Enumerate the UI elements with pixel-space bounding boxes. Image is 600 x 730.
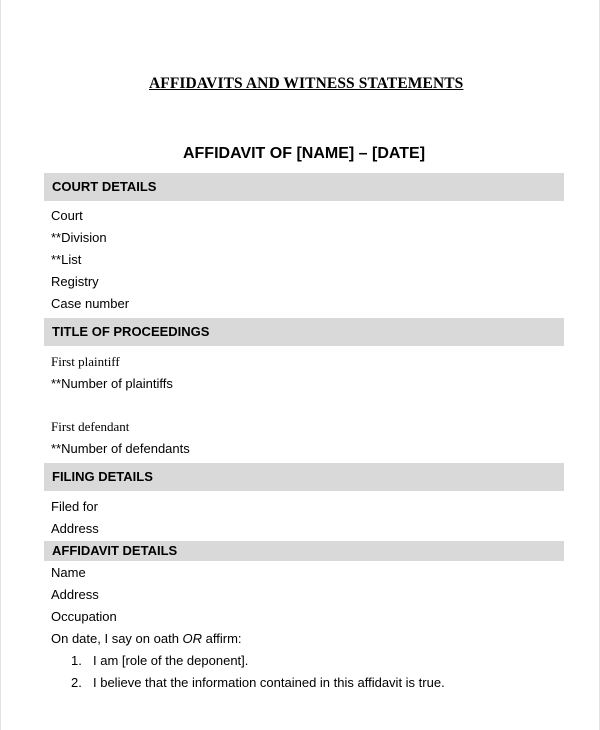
oath-or: OR	[182, 631, 203, 646]
oath-statement	[51, 631, 242, 646]
field-filed-for: Filed for	[51, 499, 98, 514]
page-edge-left	[0, 0, 1, 730]
statement-text-2: I believe that the information contained in this affidavit is true.	[93, 675, 445, 690]
field-filing-address: Address	[51, 521, 99, 536]
field-name: Name	[51, 565, 86, 580]
oath-prefix: On date, I say on oath	[51, 631, 183, 646]
field-court: Court	[51, 208, 83, 223]
section-court-details: COURT DETAILS	[44, 173, 564, 201]
field-first-defendant: First defendant	[51, 419, 130, 434]
statement-number-1: 1.	[71, 653, 82, 668]
field-number-of-defendants: **Number of defendants	[51, 441, 190, 456]
oath-suffix: affirm:	[202, 631, 242, 646]
statement-number-2: 2.	[71, 675, 82, 690]
field-list: **List	[51, 252, 82, 267]
field-deponent-address: Address	[51, 587, 99, 602]
field-case-number: Case number	[51, 296, 130, 311]
statement-text-1: I am [role of the deponent].	[93, 653, 249, 668]
field-first-plaintiff: First plaintiff	[51, 354, 120, 369]
document-title: AFFIDAVITS AND WITNESS STATEMENTS	[149, 75, 464, 92]
section-affidavit-details: AFFIDAVIT DETAILS	[44, 541, 564, 561]
field-registry: Registry	[51, 274, 99, 289]
field-number-of-plaintiffs: **Number of plaintiffs	[51, 376, 173, 391]
section-title-of-proceedings: TITLE OF PROCEEDINGS	[44, 318, 564, 346]
field-occupation: Occupation	[51, 609, 117, 624]
section-filing-details: FILING DETAILS	[44, 463, 564, 491]
affidavit-title: AFFIDAVIT OF [NAME] – [DATE]	[182, 145, 426, 162]
field-division: **Division	[51, 230, 107, 245]
